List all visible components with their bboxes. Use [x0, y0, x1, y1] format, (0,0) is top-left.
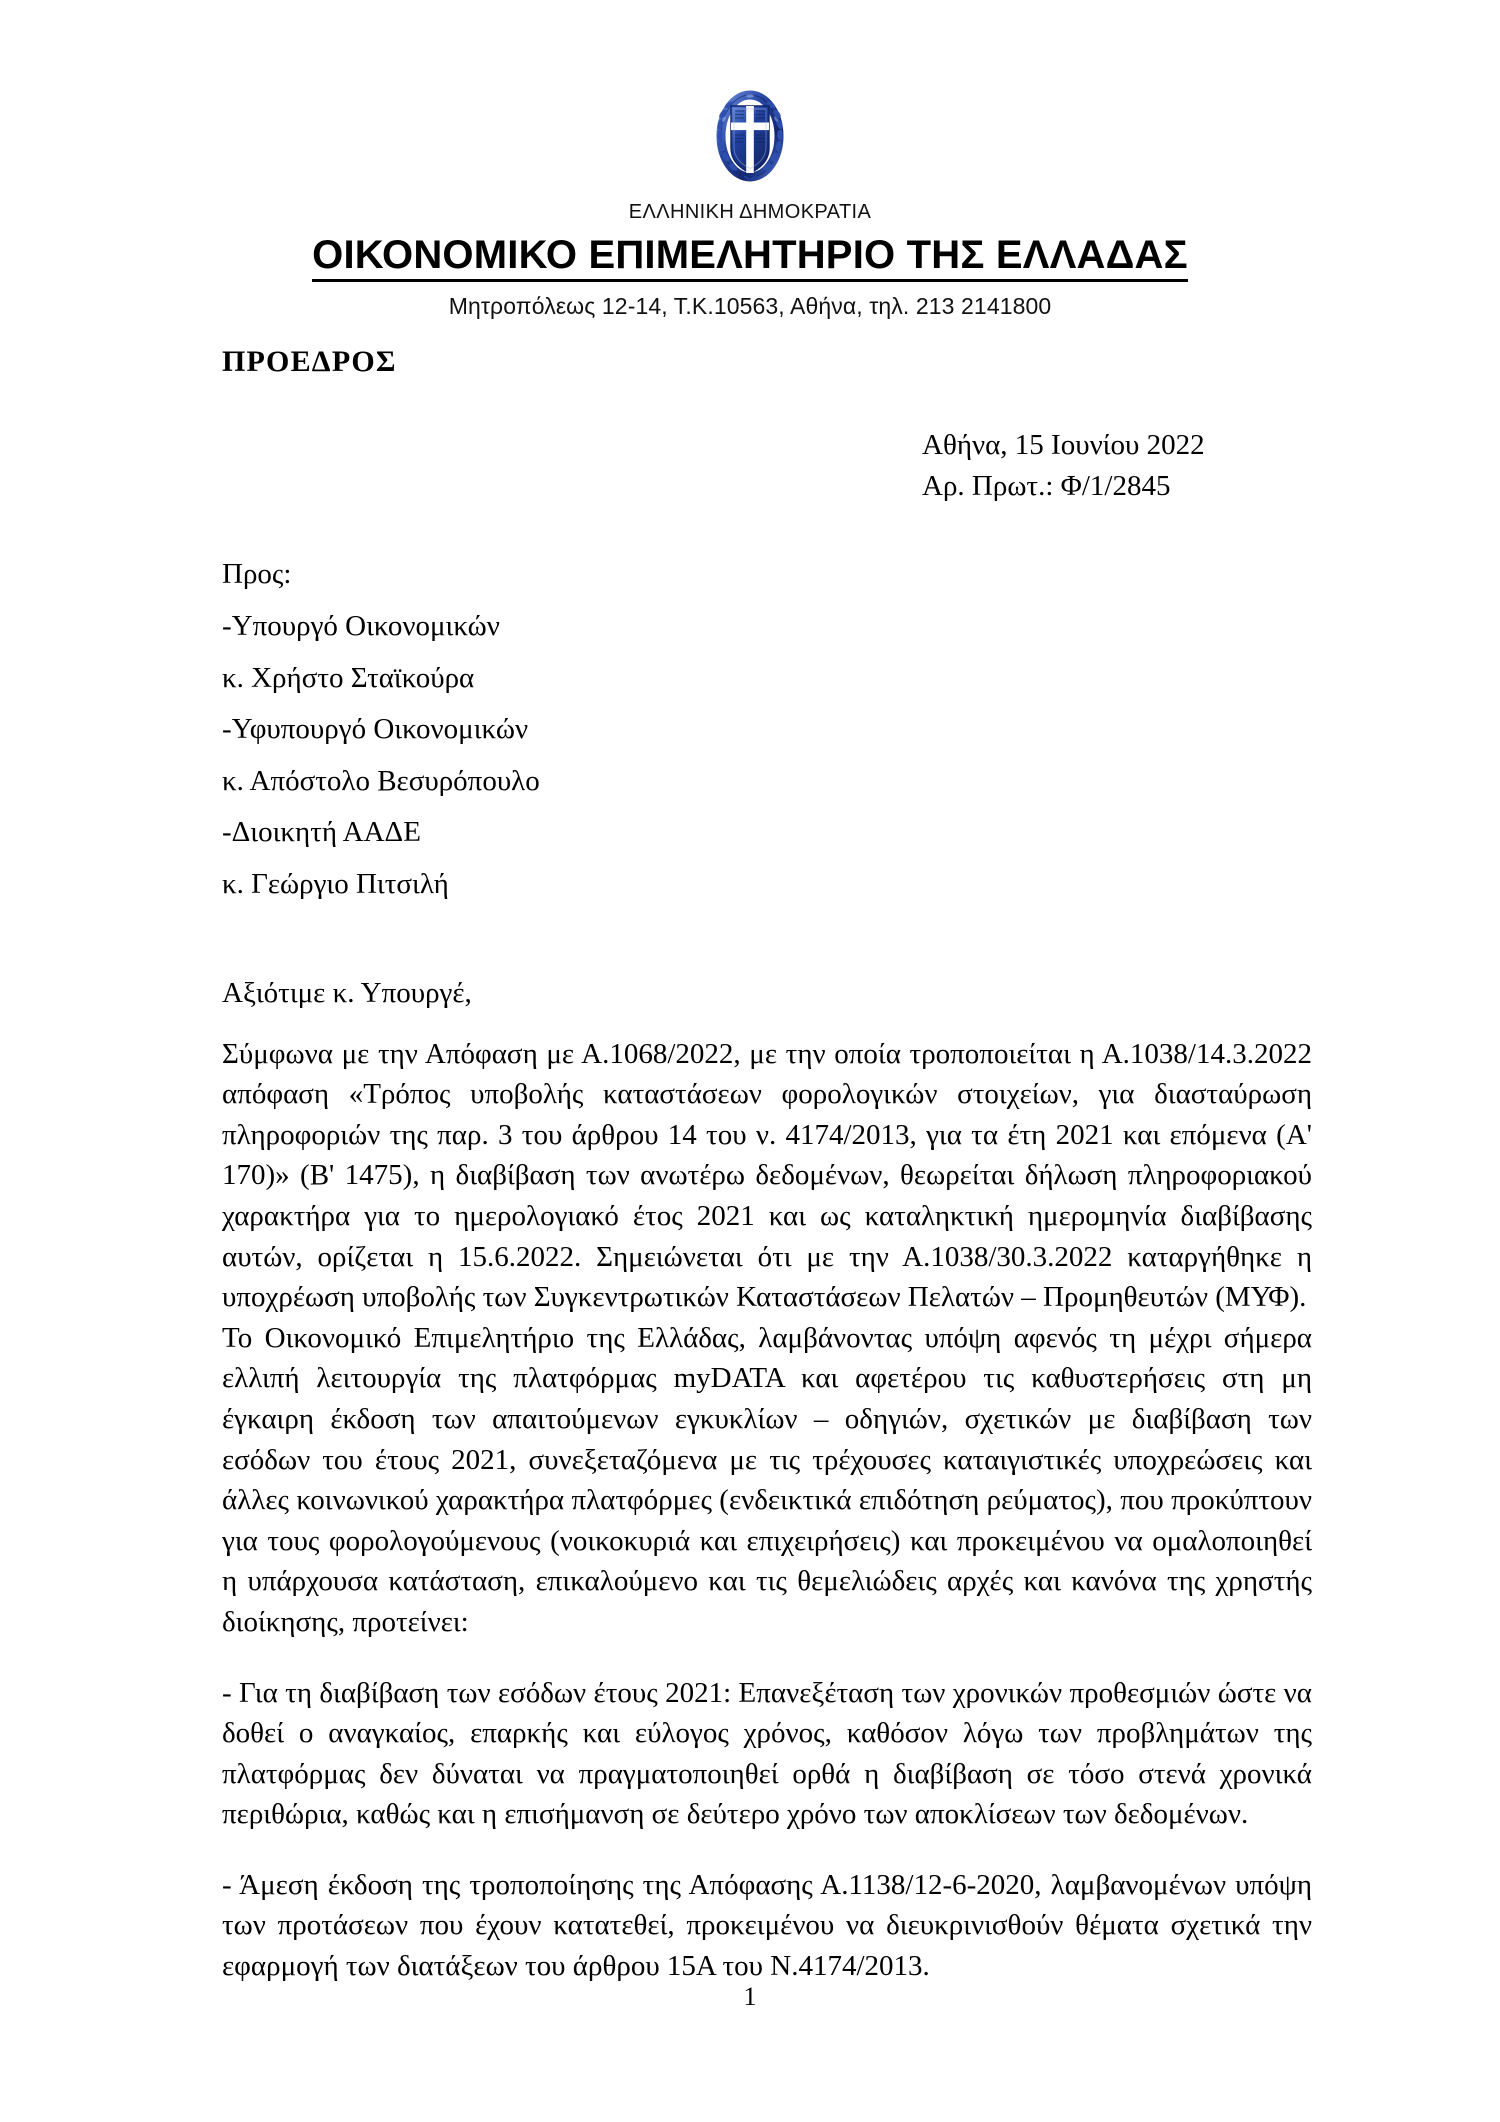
page-number: 1 [743, 1982, 757, 2011]
recipient-item: κ. Γεώργιο Πιτσιλή [222, 868, 449, 900]
salutation: Αξιότιμε κ. Υπουργέ, [222, 976, 472, 1009]
body-paragraph-4: - Άμεση έκδοση της τροποποίησης της Απόφασης Α.1138/12-6-2020, λαμβανομένων υπόψη των προτάσεων που έχουν κατατεθεί, προκειμένου να διευκρινισθούν θέματα σχετικά την εφαρμογή των διατάξεων του άρθρου 15Α του Ν.4174/2013. [222, 1868, 1312, 1983]
dateline-protocol-number: Αρ. Πρωτ.: Φ/1/2845 [922, 470, 1171, 503]
organization-title: ΟΙΚΟΝΟΜΙΚΟ ΕΠΙΜΕΛΗΤΗΡΙΟ ΤΗΣ ΕΛΛΑΔΑΣ [312, 234, 1188, 282]
recipient-item: -Υφυπουργό Οικονομικών [222, 713, 529, 746]
emblem-container [0, 82, 1500, 194]
recipients-label: Προς: [222, 558, 292, 591]
dateline-place-date: Αθήνα, 15 Ιουνίου 2022 [922, 429, 1205, 461]
recipient-item: -Διοικητή ΑΑΔΕ [222, 816, 421, 849]
letterhead [0, 0, 1500, 320]
recipient-item: κ. Απόστολο Βεσυρόπουλο [222, 764, 540, 797]
recipients-block [222, 549, 1312, 910]
dateline-block [222, 425, 1312, 507]
greek-coat-of-arms-emblem [702, 82, 798, 194]
letter-body [222, 345, 1312, 1987]
body-paragraph-1: Σύμφωνα με την Απόφαση με Α.1068/2022, με την οποία τροποποιείται η Α.1038/14.3.2022 απόφαση «Τρόπος υποβολής καταστάσεων φορολογικών στοιχείων, για διασταύρωση πληροφοριών της παρ. 3 του άρθρου 14 του ν. 4174/2013, για τα έτη 2021 και επόμενα (Α' 170)» (Β' 1475), η διαβίβαση των ανωτέρω δεδομένων, θεωρείται δήλωση πληροφοριακού χαρακτήρα για το ημερολογιακό έτος 2021 και ως καταληκτική ημερομηνία διαβίβασης αυτών, ορίζεται η 15.6.2022. Σημειώνεται ότι με την Α.1038/30.3.2022 καταργήθηκε η υποχρέωση υποβολής των Συγκεντρωτικών Καταστάσεων Πελατών – Προμηθευτών (ΜΥΦ). [222, 1037, 1312, 1314]
organization-address: Μητροπόλεως 12-14, Τ.Κ.10563, Αθήνα, τηλ. 213 2141800 [448, 293, 1052, 320]
recipient-item: -Υπουργό Οικονομικών [222, 609, 500, 642]
recipient-item: κ. Χρήστο Σταϊκούρα [222, 661, 475, 694]
republic-line: ΕΛΛΗΝΙΚΗ ΔΗΜΟΚΡΑΤΙΑ [628, 201, 872, 223]
body-paragraph-2: Το Οικονομικό Επιμελητήριο της Ελλάδας, λαμβάνοντας υπόψη αφενός τη μέχρι σήμερα ελλιπή λειτουργία της πλατφόρμας myDATA και αφετέρου τις καθυστερήσεις στη μη έγκαιρη έκδοση των απαιτούμενων εγκυκλίων – οδηγιών, σχετικών με διαβίβαση των εσόδων του έτους 2021, συνεξεταζόμενα με τις τρέχουσες καταιγιστικές υποχρεώσεις και άλλες κοινωνικού χαρακτήρα πλατφόρμες (ενδεικτικά επιδότηση ρεύματος), που προκύπτουν για τους φορολογούμενους (νοικοκυριά και επιχειρήσεις) και προκειμένου να ομαλοποιηθεί η υπάρχουσα κατάσταση, επικαλούμενο και τις θεμελιώδεις αρχές και κανόνα της χρηστής διοίκησης, προτείνει: [222, 1321, 1312, 1638]
role-title: ΠΡΟΕΔΡΟΣ [222, 345, 397, 378]
body-paragraph-3: - Για τη διαβίβαση των εσόδων έτους 2021: Επανεξέταση των χρονικών προθεσμιών ώστε να δοθεί ο αναγκαίος, επαρκής και εύλογος χρόνος, καθόσον λόγω των προβλημάτων της πλατφόρμας δεν δύναται να πραγματοποιηθεί ορθά η διαβίβαση σε τόσο στενά χρονικά περιθώρια, καθώς και η επισήμανση σε δεύτερο χρόνο των αποκλίσεων των δεδομένων. [222, 1676, 1312, 1831]
